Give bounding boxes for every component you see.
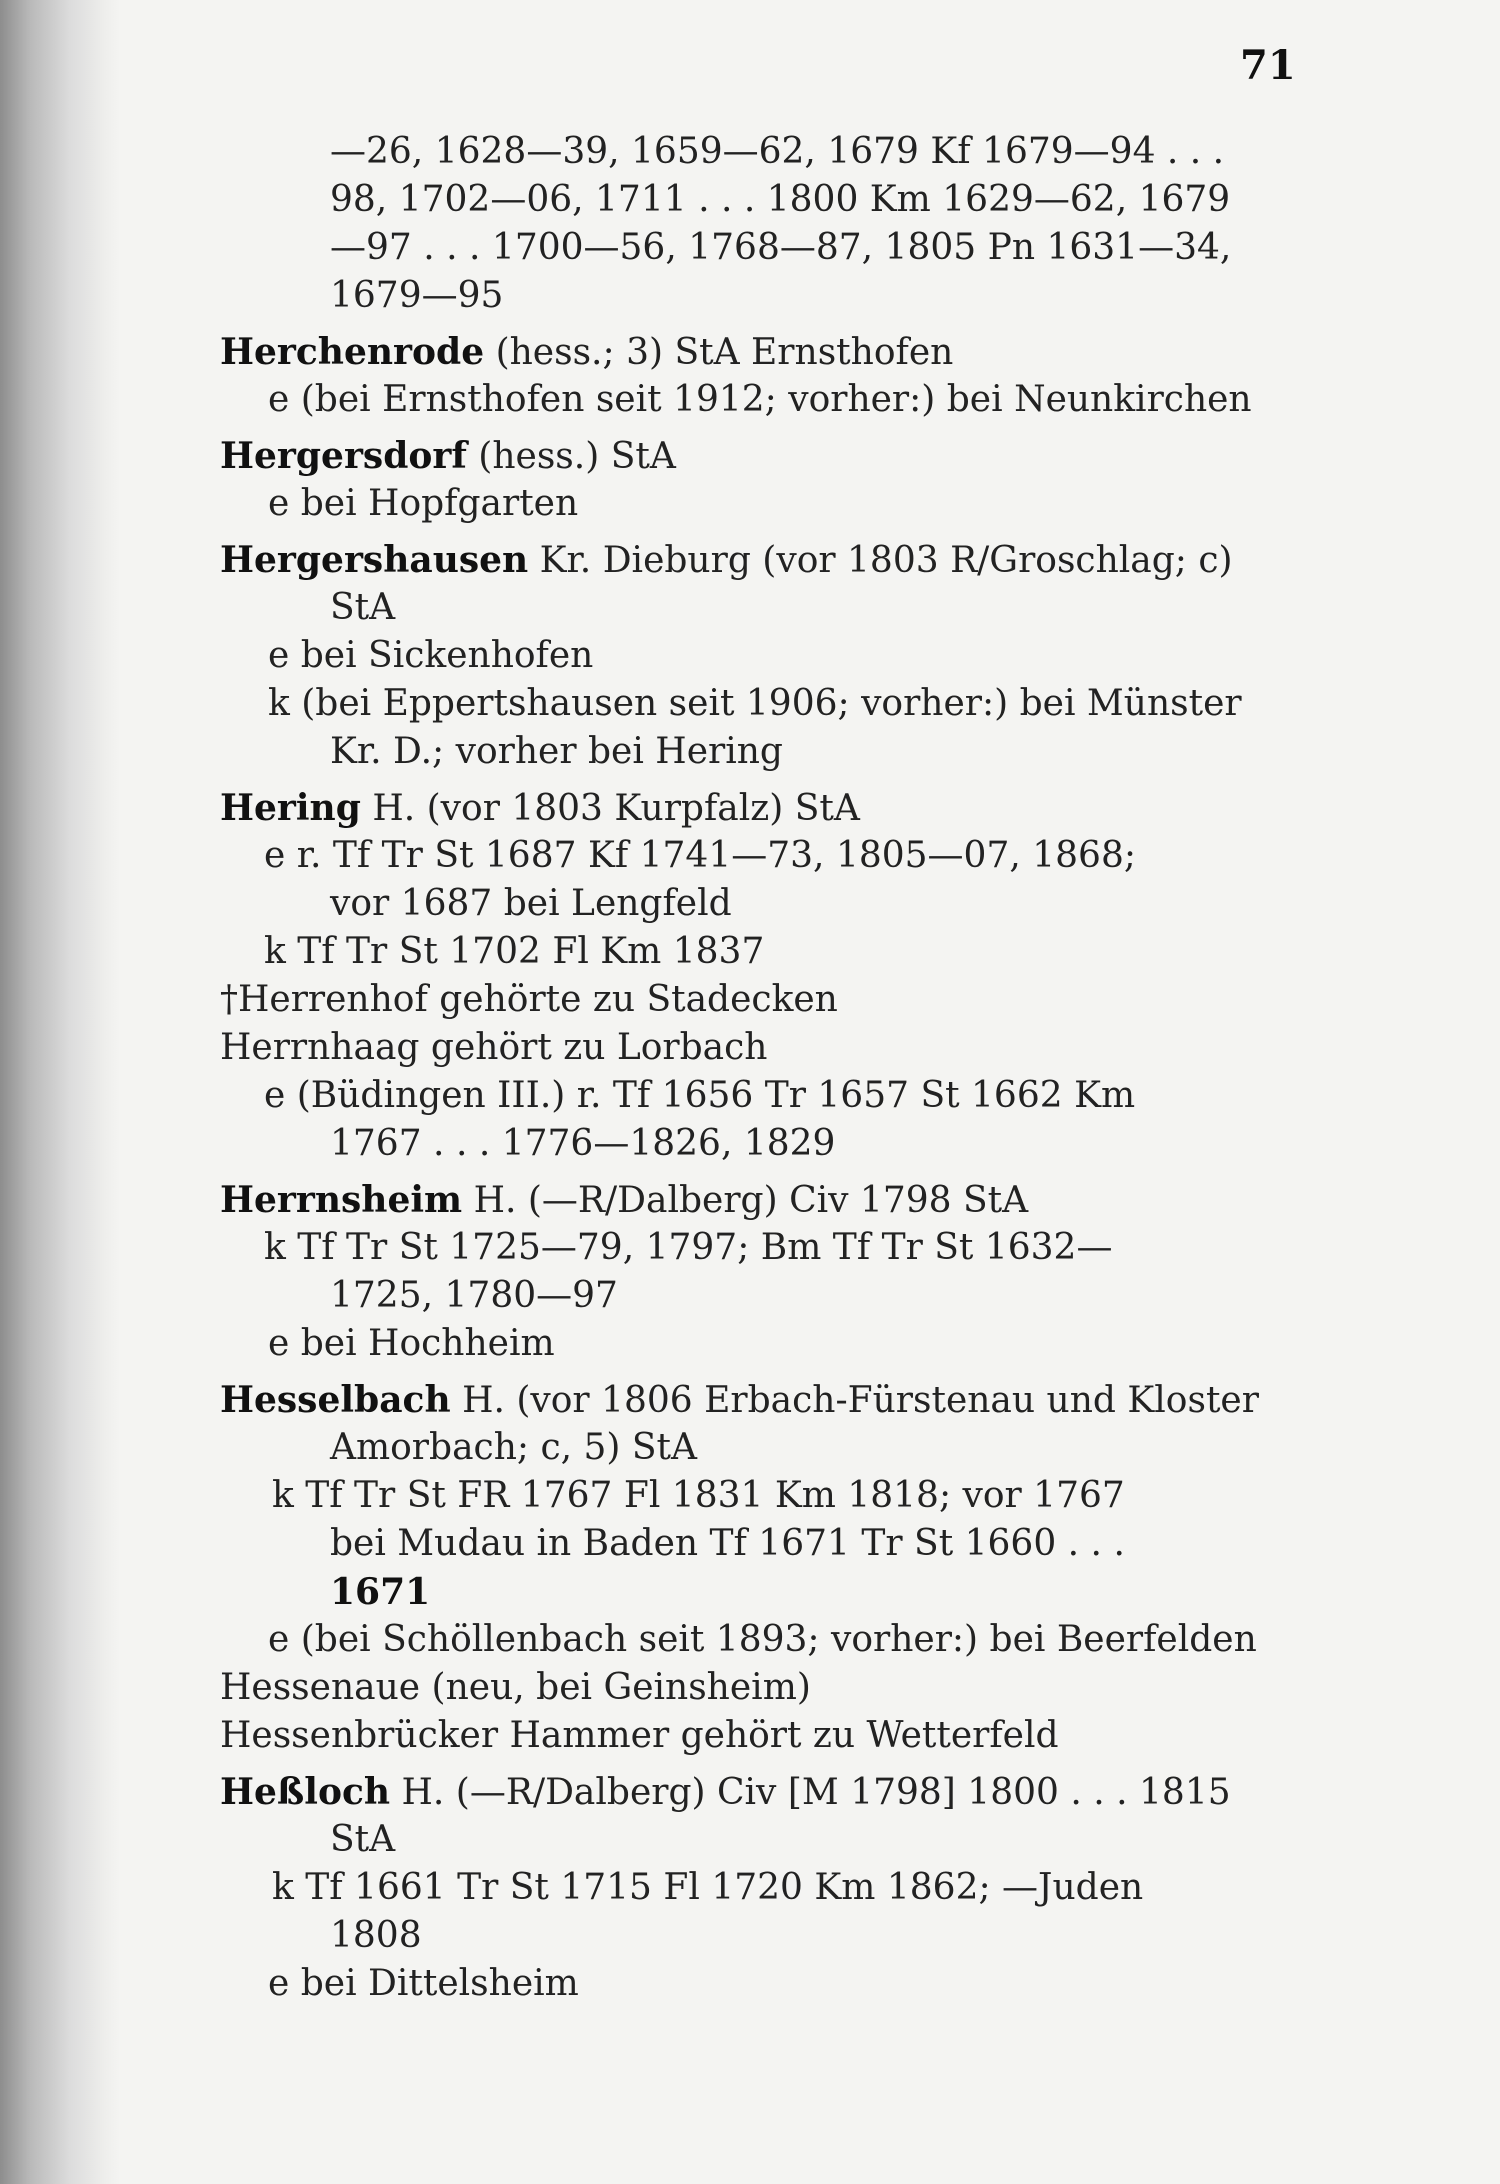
entry-line	[220, 536, 1300, 584]
entry-line	[220, 728, 1300, 776]
line-text: bei Mudau in Baden Tf 1671 Tr St 1660 . . .	[330, 1523, 1125, 1564]
place-name: Herrnsheim	[220, 1179, 463, 1221]
line-text: e (bei Schöllenbach seit 1893; vorher:) bei Beerfelden	[268, 1619, 1257, 1660]
entry-line	[220, 128, 1300, 176]
line-text: (hess.; 3) StA Ernsthofen	[484, 332, 954, 373]
entry-line	[220, 1712, 1300, 1760]
line-text: Amorbach; c, 5) StA	[330, 1427, 698, 1468]
gazetteer-entries	[220, 128, 1300, 2008]
entry-line	[220, 1376, 1300, 1424]
entry-line	[220, 328, 1300, 376]
place-name: Hesselbach	[220, 1379, 451, 1421]
entry-line	[220, 1520, 1300, 1568]
line-text: —26, 1628—39, 1659—62, 1679 Kf 1679—94 . . .	[330, 131, 1225, 172]
entry-line	[220, 1960, 1300, 2008]
line-text: Herrnhaag gehört zu Lorbach	[220, 1027, 768, 1068]
line-text: H. (vor 1803 Kurpfalz) StA	[360, 788, 860, 829]
line-text: k Tf 1661 Tr St 1715 Fl 1720 Km 1862; —Juden	[272, 1867, 1144, 1908]
place-name: Hergersdorf	[220, 435, 467, 477]
place-name: Hergershausen	[220, 539, 529, 581]
entry-line	[220, 880, 1300, 928]
entry-line	[220, 976, 1300, 1024]
entry-line	[220, 224, 1300, 272]
line-text: k Tf Tr St FR 1767 Fl 1831 Km 1818; vor 1767	[272, 1475, 1125, 1516]
entry-line	[220, 928, 1300, 976]
place-name: Hering	[220, 787, 361, 829]
entry-line	[220, 1472, 1300, 1520]
line-text: e r. Tf Tr St 1687 Kf 1741—73, 1805—07, 1868;	[264, 835, 1136, 876]
line-text: e (bei Ernsthofen seit 1912; vorher:) bei Neunkirchen	[268, 379, 1252, 420]
line-text: e bei Sickenhofen	[268, 635, 594, 676]
entry-line	[220, 480, 1300, 528]
place-name: Heßloch	[220, 1771, 391, 1813]
entry-line	[220, 1424, 1300, 1472]
line-text: 1725, 1780—97	[330, 1275, 618, 1316]
line-text: e (Büdingen III.) r. Tf 1656 Tr 1657 St 1662 Km	[264, 1075, 1136, 1116]
line-text: k Tf Tr St 1725—79, 1797; Bm Tf Tr St 1632—	[264, 1227, 1113, 1268]
line-text: vor 1687 bei Lengfeld	[330, 883, 732, 924]
entry-line	[220, 1616, 1300, 1664]
line-text: H. (vor 1806 Erbach-Fürstenau und Kloster	[450, 1380, 1259, 1421]
page-number: 71	[1240, 42, 1296, 89]
entry-line	[220, 1320, 1300, 1368]
line-text: H. (—R/Dalberg) Civ [M 1798] 1800 . . . 1815	[390, 1772, 1231, 1813]
entry-line	[220, 1912, 1300, 1960]
line-text: 1767 . . . 1776—1826, 1829	[330, 1123, 836, 1164]
line-text: StA	[330, 587, 396, 628]
entry-line	[220, 832, 1300, 880]
entry-line	[220, 1072, 1300, 1120]
line-text: k Tf Tr St 1702 Fl Km 1837	[264, 931, 765, 972]
entry-line	[220, 784, 1300, 832]
entry-line	[220, 680, 1300, 728]
line-text: —97 . . . 1700—56, 1768—87, 1805 Pn 1631—34,	[330, 227, 1232, 268]
line-text: (hess.) StA	[466, 436, 676, 477]
entry-line	[220, 1568, 1300, 1616]
entry-line	[220, 1176, 1300, 1224]
line-text: k (bei Eppertshausen seit 1906; vorher:) bei Münster	[268, 683, 1242, 724]
line-text: Kr. D.; vorher bei Hering	[330, 731, 783, 772]
line-text: 1671	[330, 1571, 431, 1613]
entry-line	[220, 1120, 1300, 1168]
entry-line	[220, 1272, 1300, 1320]
entry-line	[220, 432, 1300, 480]
line-text: e bei Dittelsheim	[268, 1963, 579, 2004]
line-text: 1679—95	[330, 275, 504, 316]
entry-line	[220, 1864, 1300, 1912]
entry-line	[220, 176, 1300, 224]
line-text: StA	[330, 1819, 396, 1860]
entry-line	[220, 272, 1300, 320]
entry-line	[220, 1816, 1300, 1864]
entry-line	[220, 376, 1300, 424]
line-text: 1808	[330, 1915, 422, 1956]
page-gutter-shadow	[0, 0, 120, 2184]
line-text: Hessenaue (neu, bei Geinsheim)	[220, 1667, 811, 1708]
line-text: H. (—R/Dalberg) Civ 1798 StA	[462, 1180, 1029, 1221]
entry-line	[220, 1024, 1300, 1072]
entry-line	[220, 1768, 1300, 1816]
line-text: Hessenbrücker Hammer gehört zu Wetterfeld	[220, 1715, 1059, 1756]
line-text: †Herrenhof gehörte zu Stadecken	[220, 979, 838, 1020]
entry-line	[220, 1664, 1300, 1712]
entry-line	[220, 1224, 1300, 1272]
line-text: e bei Hochheim	[268, 1323, 555, 1364]
line-text: e bei Hopfgarten	[268, 483, 579, 524]
line-text: Kr. Dieburg (vor 1803 R/Groschlag; c)	[528, 540, 1233, 581]
entry-line	[220, 584, 1300, 632]
line-text: 98, 1702—06, 1711 . . . 1800 Km 1629—62, 1679	[330, 179, 1231, 220]
entry-line	[220, 632, 1300, 680]
place-name: Herchenrode	[220, 331, 485, 373]
